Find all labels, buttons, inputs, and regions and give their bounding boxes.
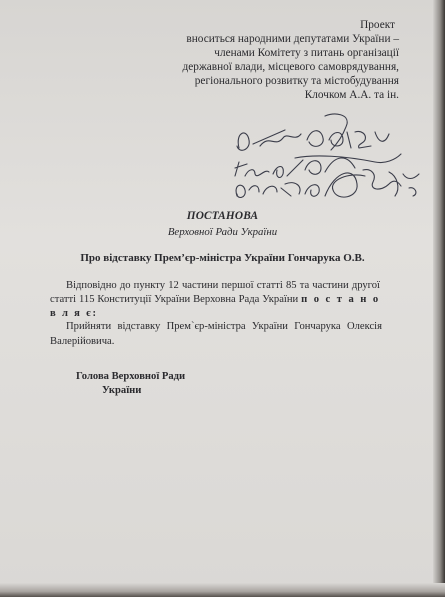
document-title: ПОСТАНОВА [186,210,259,222]
project-line-5: Клочком А.А. та ін. [304,89,399,102]
resolution-paragraph: Прийняти відставку Прем`єр-міністра України Гончарука Олексія Валерійовича. [50,321,382,347]
project-line-3: державної влади, місцевого самоврядування, [182,61,399,74]
preamble-text: Відповідно до пункту 12 частини першої статті 85 та частини другої статті 115 Конституції України Верховна Рада України [50,280,380,305]
project-line-4: регіонального розвитку та містобудування [194,75,399,88]
document-subtitle: Верховної Ради України [167,226,278,238]
document-heading: Про відставку Прем’єр-міністра України Гончарука О.В. [80,252,365,264]
chairman-country: України [102,385,142,396]
project-line-2: членами Комітету з питань організації [214,47,399,60]
project-label: Проект [360,19,395,31]
preamble-paragraph [50,279,380,321]
chairman-signature-block [76,370,185,398]
photo-right-edge [433,0,445,597]
chairman-title: Голова Верховної Ради [76,371,186,382]
decree-word: п о с т а н о в л я є: [50,294,380,319]
handwritten-signatures [225,110,425,210]
photo-bottom-edge [0,583,445,597]
project-header [139,18,399,103]
project-line-1: вноситься народними депутатами України – [186,33,399,46]
